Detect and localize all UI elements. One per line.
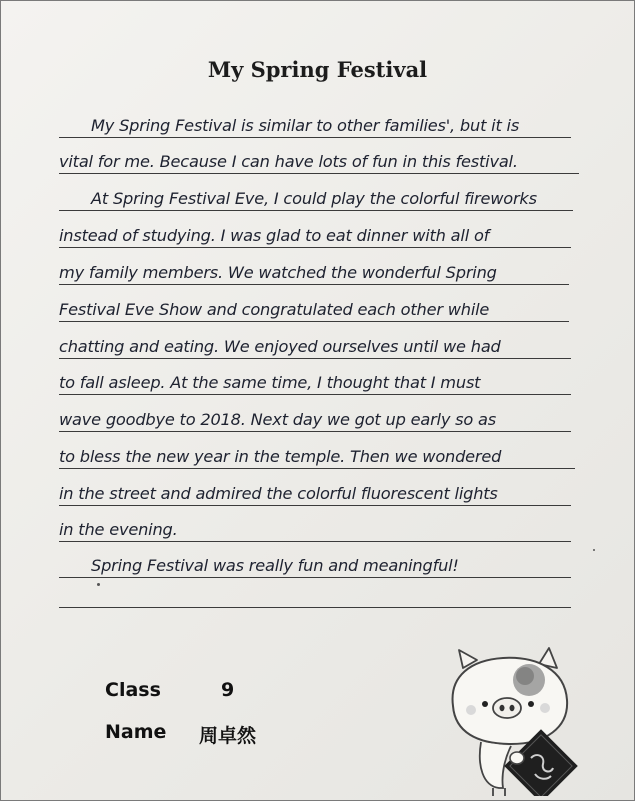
class-value: 9 [221,679,235,701]
essay-line: My Spring Festival is similar to other families', but it is [59,111,571,138]
class-label: Class [105,679,161,701]
essay-line [59,581,571,608]
essay-line: vital for me. Because I can have lots of fun in this festival. [59,147,579,174]
name-value: 周卓然 [199,725,257,747]
name-label: Name [105,721,167,743]
pig-sticker-icon [441,646,591,796]
essay-title: My Spring Festival [207,57,428,82]
essay-line: instead of studying. I was glad to eat dinner with all of [59,221,571,248]
essay-line: At Spring Festival Eve, I could play the colorful fireworks [59,184,573,211]
essay-line: Festival Eve Show and congratulated each other while [59,295,569,322]
essay-line: to fall asleep. At the same time, I thought that I must [59,368,571,395]
essay-line: in the evening. [59,515,571,542]
essay-line: to bless the new year in the temple. Then we wondered [59,442,575,469]
ink-dot [97,583,100,586]
ink-dot [593,549,595,551]
essay-line: my family members. We watched the wonderful Spring [59,258,569,285]
essay-line: in the street and admired the colorful fluorescent lights [59,479,571,506]
essay-line: Spring Festival was really fun and meaningful! [59,551,571,578]
essay-line: wave goodbye to 2018. Next day we got up early so as [59,405,571,432]
essay-line: chatting and eating. We enjoyed ourselves until we had [59,332,571,359]
